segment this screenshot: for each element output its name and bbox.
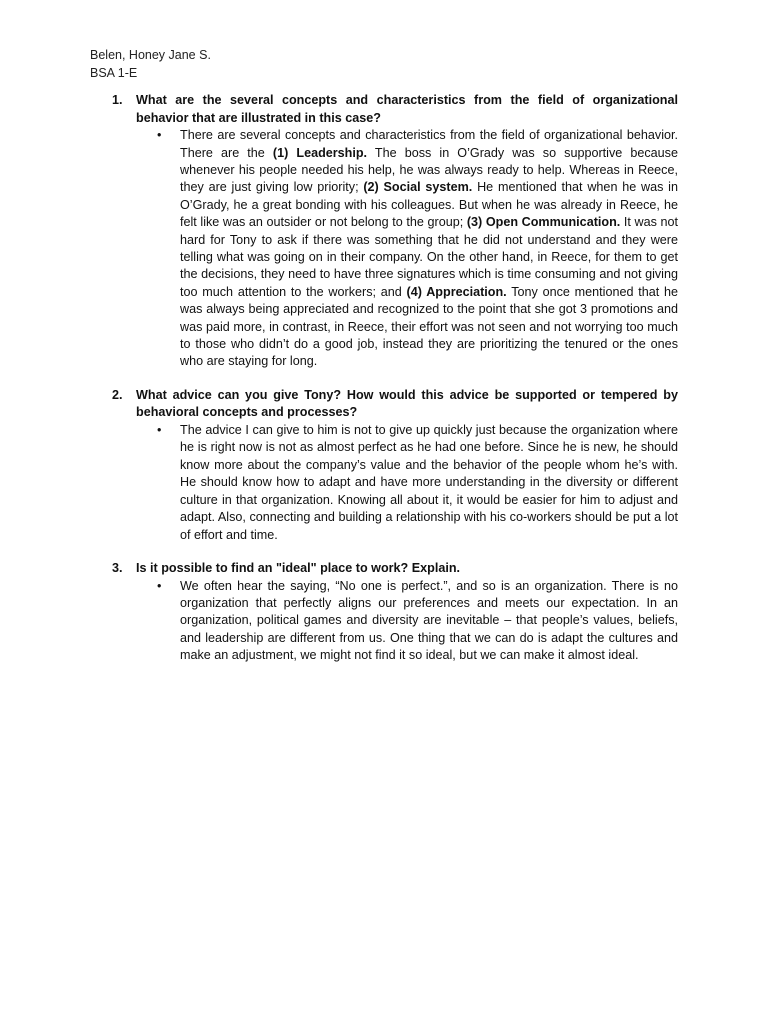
answer-text: The advice I can give to him is not to give up quickly just because the organization where he is right now is not as almost perfect as he had one before. Since he is new, he should know more about the company’s value and the behavior of the people whom he’s with. He should know how to adapt and have more understanding in the diversity or different culture in that organization. Knowing all about it, it would be easier for him to adjust and adapt. Also, connecting and building a relationship with his co-workers should be put a lot of effort and time.: [180, 423, 678, 542]
question-item: [90, 92, 678, 371]
answer-item: [90, 578, 678, 665]
question-number: 1.: [112, 93, 123, 107]
answer-item: [90, 127, 678, 371]
student-section: BSA 1-E: [90, 65, 138, 80]
question-text: What are the several concepts and characteristics from the field of organizational behavior that are illustrated in this case?: [136, 93, 678, 125]
student-header: [90, 47, 211, 82]
question-item: [90, 560, 678, 665]
concept-leadership: (1) Leadership.: [272, 145, 368, 160]
question-text: What advice can you give Tony? How would this advice be supported or tempered by behavioral concepts and processes?: [136, 387, 678, 420]
question-list: [90, 92, 678, 681]
question-heading: [90, 92, 678, 127]
answer-text: There are several concepts and characteristics from the field of organizational behavior. There are the (1) Leadership. The boss in O’Grady was so supportive because whenever his people needed his help, he was always ready to help. Whereas in Reece, they are just giving low priority; (2) Social system. He mentioned that when he was in O’Grady, he a great bonding with his colleagues. But when he was already in Reece, he felt like was an outsider or not belong to the group; (3) Open Communication. It was not hard for Tony to ask if there was something that he did not understand and they were telling what was going on in their company. On the other hand, in Reece, for them to get the decisions, they need to have three signatures which is time consuming and not giving too much attention to the workers; and (4) Appreciation. Tony once mentioned that he was always being appreciated and recognized to the point that she got 3 promotions and was paid more, in contrast, in Reece, their effort was not seen and not worrying too much to those who didn’t do a good job, instead they are prioritizing the tenured or the ones who are staying for long.: [180, 128, 679, 369]
student-name: Belen, Honey Jane S.: [90, 48, 211, 62]
question-number: 2.: [112, 387, 123, 402]
question-item: [90, 387, 678, 544]
bullet-icon: •: [157, 578, 162, 593]
answer-item: [90, 422, 678, 544]
concept-appreciation: (4) Appreciation.: [406, 284, 507, 299]
question-heading: [90, 387, 678, 422]
question-number: 3.: [112, 560, 123, 575]
question-heading: [90, 560, 678, 578]
question-text: Is it possible to find an "ideal" place to work? Explain.: [136, 560, 461, 575]
bullet-icon: •: [157, 423, 162, 438]
concept-open-communication: (3) Open Communication.: [466, 215, 621, 230]
concept-social-system: (2) Social system.: [363, 180, 473, 195]
answer-text: We often hear the saying, “No one is perfect.”, and so is an organization. There is no organization that perfectly aligns our preferences and meets our expectation. In an organization, political games and diversity are inevitable – that people’s values, beliefs, and leadership are different from us. One thing that we can do is adapt the cultures and make an adjustment, we might not find it so ideal, but we can make it almost ideal.: [180, 578, 678, 663]
bullet-icon: •: [157, 128, 162, 143]
